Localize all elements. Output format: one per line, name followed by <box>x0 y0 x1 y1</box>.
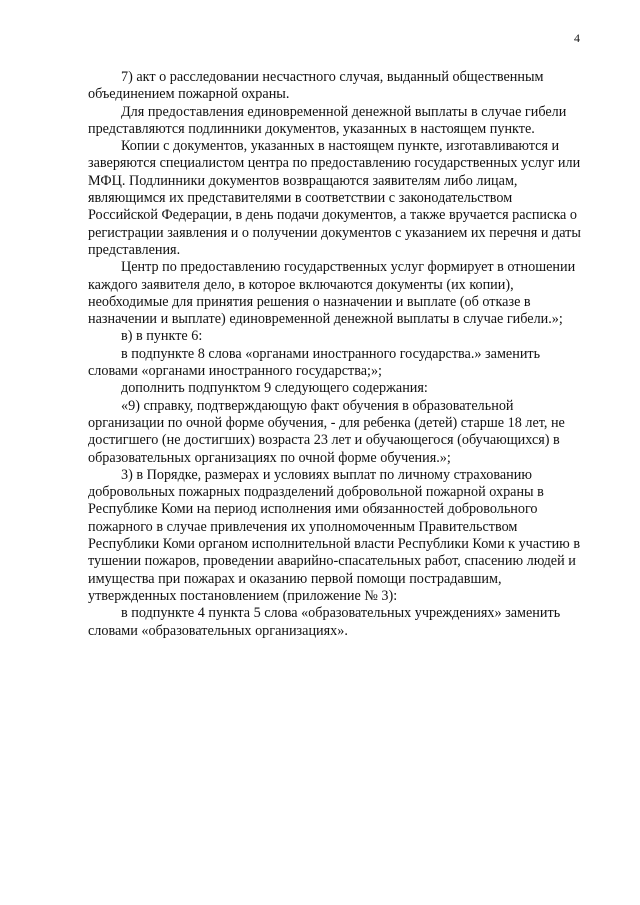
paragraph: «9) справку, подтверждающую факт обучения в образовательной организации по очной форме обучения, - для ребенка (детей) старше 18 лет, не достигшего (не достигших) возраста 23 лет и обучающегося (обучающихся) в образовательных организациях по очной форме обучения.»; <box>88 397 565 466</box>
paragraph: в подпункте 4 пункта 5 слова «образовательных учреждениях» заменить словами «образовательных организациях». <box>88 605 561 639</box>
paragraph: 3) в Порядке, размерах и условиях выплат по личному страхованию добровольных пожарных подразделений добровольной пожарной охраны в Республике Коми на период исполнения ими обязанностей добровольного пожарного в случае привлечения их уполномоченным Правительством Республики Коми органом исполнительной власти Республики Коми к участию в тушении пожаров, проведении аварийно-спасательных работ, спасению людей и имущества при пожарах и оказанию первой помощи пострадавшим, утвержденных постановлением (приложение № 3): <box>88 466 581 604</box>
paragraph: Для предоставления единовременной денежной выплаты в случае гибели представляются подлинники документов, указанных в настоящем пункте. <box>88 103 567 137</box>
paragraph: 7) акт о расследовании несчастного случая, выданный общественным объединением пожарной охраны. <box>88 69 544 103</box>
paragraph: Центр по предоставлению государственных услуг формирует в отношении каждого заявителя дело, в которое включаются документы (их копии), необходимые для принятия решения о назначении и выплате (об отказе в назначении и выплате) единовременной денежной выплаты в случае гибели.»; <box>88 259 576 328</box>
paragraph: в) в пункте 6: <box>121 328 203 345</box>
document-body <box>88 69 584 640</box>
paragraph: Копии с документов, указанных в настоящем пункте, изготавливаются и заверяются специалистом центра по предоставлению государственных услуг или МФЦ. Подлинники документов возвращаются заявителям либо лицам, являющимся их представителями в соответствии с законодательством Российской Федерации, в день подачи документов, а также вручается расписка о регистрации заявления и о получении документов с указанием их перечня и даты представления. <box>88 138 581 258</box>
paragraph: в подпункте 8 слова «органами иностранного государства.» заменить словами «органами иностранного государства;»; <box>88 345 541 380</box>
page-number: 4 <box>574 31 580 45</box>
paragraph: дополнить подпунктом 9 следующего содержания: <box>121 380 428 397</box>
